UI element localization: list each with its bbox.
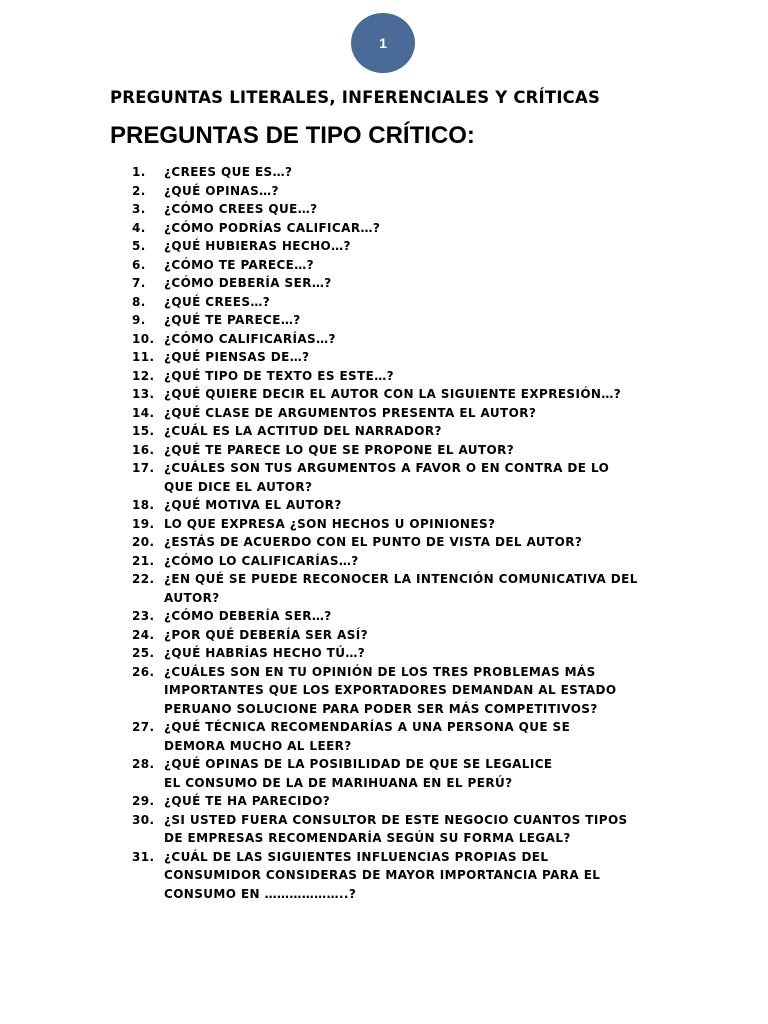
question-text-line: ¿CUÁL DE LAS SIGUIENTES INFLUENCIAS PROPIAS DEL — [164, 849, 549, 864]
question-number: 3. — [132, 202, 146, 216]
question-number: 20. — [132, 535, 155, 549]
question-text-line: ¿QUÉ TIPO DE TEXTO ES ESTE…? — [164, 368, 395, 383]
question-text-line: ¿QUÉ CLASE DE ARGUMENTOS PRESENTA EL AUTOR? — [164, 405, 537, 420]
question-text-line: ¿QUÉ TE PARECE…? — [164, 313, 301, 327]
question-item — [0, 496, 768, 515]
question-list — [0, 163, 768, 903]
question-text-line: DEMORA MUCHO AL LEER? — [164, 738, 352, 753]
question-number: 1. — [132, 165, 146, 179]
question-item — [0, 385, 768, 404]
question-number: 29. — [132, 794, 155, 808]
question-item — [0, 626, 768, 645]
question-text-line: ¿QUÉ CREES…? — [164, 294, 271, 309]
question-item — [0, 422, 768, 441]
question-text-line: ¿CÓMO CREES QUE…? — [164, 202, 318, 216]
question-item — [0, 200, 768, 219]
question-item — [0, 293, 768, 312]
question-item — [0, 515, 768, 534]
question-number: 30. — [132, 812, 155, 827]
question-number: 14. — [132, 405, 155, 420]
question-item — [0, 663, 768, 719]
question-number: 5. — [132, 239, 146, 253]
question-text-line: CONSUMO EN ………………..? — [164, 886, 357, 901]
question-text-line: DE EMPRESAS RECOMENDARÍA SEGÚN SU FORMA LEGAL? — [164, 831, 571, 845]
question-item — [0, 607, 768, 626]
question-item — [0, 644, 768, 663]
question-number: 10. — [132, 331, 155, 346]
question-number: 13. — [132, 387, 155, 401]
question-item — [0, 163, 768, 182]
question-item — [0, 274, 768, 293]
question-item — [0, 330, 768, 349]
question-number: 6. — [132, 257, 146, 272]
question-text-line: CONSUMIDOR CONSIDERAS DE MAYOR IMPORTANCIA PARA EL — [164, 868, 601, 882]
question-text-line: ¿SI USTED FUERA CONSULTOR DE ESTE NEGOCIO CUANTOS TIPOS — [164, 812, 628, 827]
question-text-line: ¿CÓMO DEBERÍA SER…? — [164, 276, 332, 290]
question-item — [0, 348, 768, 367]
question-item — [0, 367, 768, 386]
question-number: 12. — [132, 368, 155, 383]
question-item — [0, 533, 768, 552]
question-number: 18. — [132, 498, 155, 512]
question-text-line: ¿CÓMO DEBERÍA SER…? — [164, 609, 332, 623]
question-number: 17. — [132, 461, 155, 475]
section-title: PREGUNTAS DE TIPO CRÍTICO: — [110, 122, 475, 149]
question-text-line: ¿QUÉ TE HA PARECIDO? — [164, 794, 331, 808]
question-item — [0, 792, 768, 811]
document-title: PREGUNTAS LITERALES, INFERENCIALES Y CRÍTICAS — [110, 88, 601, 107]
question-text-line: ¿QUÉ HABRÍAS HECHO TÚ…? — [164, 646, 366, 660]
question-text-line: PERUANO SOLUCIONE PARA PODER SER MÁS COMPETITIVOS? — [164, 701, 598, 716]
question-item — [0, 570, 768, 607]
question-text-line: ¿QUÉ MOTIVA EL AUTOR? — [164, 498, 342, 512]
question-text-line: IMPORTANTES QUE LOS EXPORTADORES DEMANDAN AL ESTADO — [164, 683, 617, 697]
question-text-line: ¿CÓMO CALIFICARÍAS…? — [164, 331, 336, 346]
question-text-line: ¿EN QUÉ SE PUEDE RECONOCER LA INTENCIÓN COMUNICATIVA DEL — [164, 572, 638, 586]
question-number: 11. — [132, 350, 155, 364]
question-text-line: ¿CÓMO TE PARECE…? — [164, 257, 315, 272]
question-item — [0, 441, 768, 460]
question-text-line: ¿CUÁLES SON TUS ARGUMENTOS A FAVOR O EN CONTRA DE LO — [164, 461, 610, 475]
question-number: 21. — [132, 553, 155, 568]
question-item — [0, 718, 768, 755]
question-text-line: ¿ESTÁS DE ACUERDO CON EL PUNTO DE VISTA DEL AUTOR? — [164, 535, 583, 549]
question-text-line: ¿QUÉ OPINAS DE LA POSIBILIDAD DE QUE SE LEGALICE — [164, 757, 553, 771]
question-item — [0, 848, 768, 904]
question-number: 23. — [132, 609, 155, 623]
question-item — [0, 237, 768, 256]
question-number: 16. — [132, 442, 155, 457]
question-item — [0, 811, 768, 848]
question-number: 7. — [132, 276, 146, 290]
question-item — [0, 182, 768, 201]
question-number: 28. — [132, 757, 155, 771]
question-item — [0, 552, 768, 571]
question-text-line: ¿QUÉ HUBIERAS HECHO…? — [164, 239, 351, 253]
question-text-line: AUTOR? — [164, 590, 220, 605]
question-number: 31. — [132, 849, 155, 864]
question-item — [0, 404, 768, 423]
question-number: 2. — [132, 183, 146, 198]
question-text-line: ¿CÓMO PODRÍAS CALIFICAR…? — [164, 220, 381, 235]
question-text-line: ¿QUÉ TÉCNICA RECOMENDARÍAS A UNA PERSONA QUE SE — [164, 720, 571, 734]
question-text-line: LO QUE EXPRESA ¿SON HECHOS U OPINIONES? — [164, 516, 496, 531]
question-text-line: ¿QUÉ QUIERE DECIR EL AUTOR CON LA SIGUIENTE EXPRESIÓN…? — [164, 387, 622, 401]
question-number: 4. — [132, 220, 146, 235]
question-number: 22. — [132, 572, 155, 586]
question-number: 8. — [132, 294, 146, 309]
question-item — [0, 459, 768, 496]
question-text-line: ¿POR QUÉ DEBERÍA SER ASÍ? — [164, 627, 368, 642]
question-number: 19. — [132, 516, 155, 531]
question-item — [0, 256, 768, 275]
question-text-line: ¿QUÉ TE PARECE LO QUE SE PROPONE EL AUTOR? — [164, 442, 515, 457]
question-text-line: EL CONSUMO DE LA DE MARIHUANA EN EL PERÚ? — [164, 775, 513, 790]
question-item — [0, 219, 768, 238]
page-number-badge — [351, 13, 415, 73]
question-number: 24. — [132, 627, 155, 642]
page-number: 1 — [379, 35, 387, 51]
question-number: 27. — [132, 720, 155, 734]
question-text-line: ¿QUÉ OPINAS…? — [164, 183, 279, 198]
question-text-line: ¿CUÁLES SON EN TU OPINIÓN DE LOS TRES PROBLEMAS MÁS — [164, 664, 596, 679]
question-number: 25. — [132, 646, 155, 660]
question-text-line: QUE DICE EL AUTOR? — [164, 479, 313, 494]
question-number: 15. — [132, 424, 155, 438]
question-text-line: ¿CREES QUE ES…? — [164, 165, 293, 179]
question-item — [0, 755, 768, 792]
question-text-line: ¿CÓMO LO CALIFICARÍAS…? — [164, 553, 359, 568]
question-text-line: ¿QUÉ PIENSAS DE…? — [164, 350, 310, 364]
question-number: 26. — [132, 664, 155, 679]
question-text-line: ¿CUÁL ES LA ACTITUD DEL NARRADOR? — [164, 424, 442, 438]
question-item — [0, 311, 768, 330]
question-number: 9. — [132, 313, 146, 327]
